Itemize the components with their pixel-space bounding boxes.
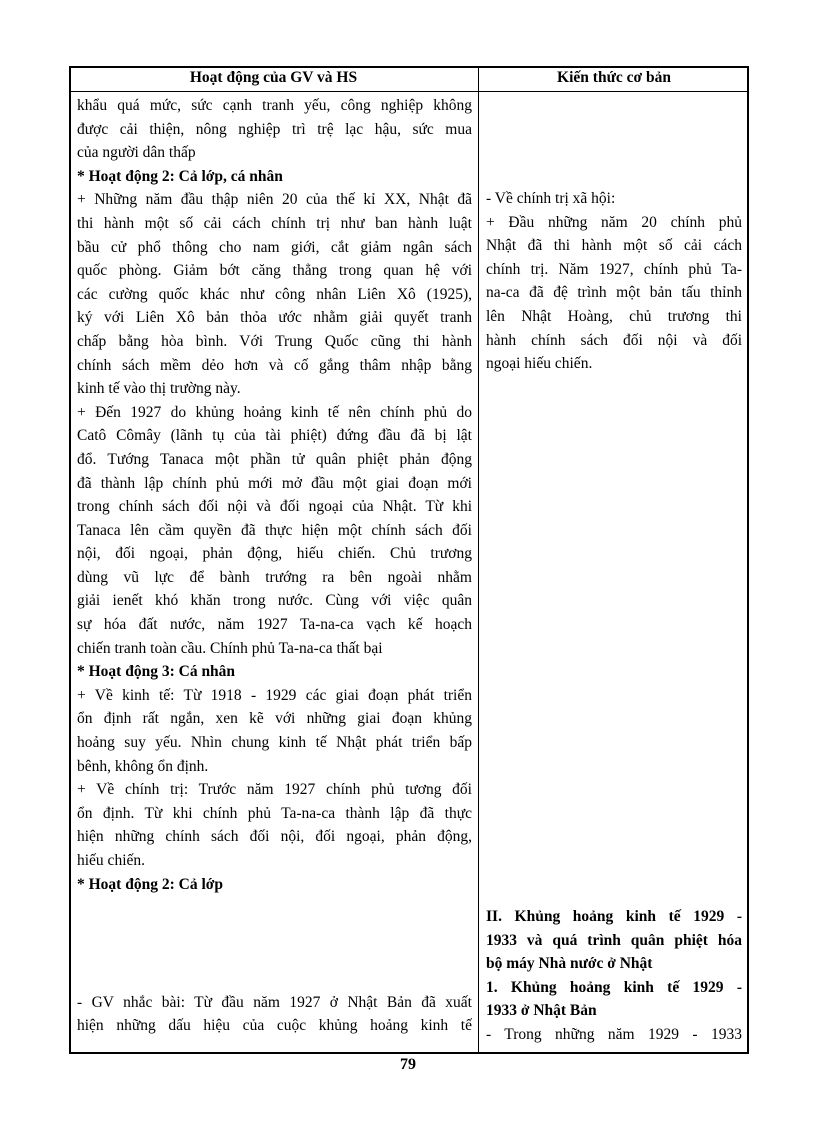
text-line: ký với Liên Xô bản thỏa ước nhằm giải quyết tranh — [77, 309, 472, 327]
table-header — [69, 66, 749, 92]
paragraph-politics — [77, 778, 472, 872]
text-line: giải ienết khó khăn trong nước. Cùng với việc quân — [77, 592, 472, 610]
text-line: các cường quốc khác như công nhân Liên Xô (1925), — [77, 285, 472, 303]
text-line: đã thành lập chính phủ mới mở đầu một giai đoạn mới — [77, 474, 472, 492]
text-line: + Đầu những năm 20 chính phủ — [486, 213, 742, 231]
paragraph-tanaka — [77, 401, 472, 661]
paragraph-reforms — [77, 188, 472, 400]
header-knowledge: Kiến thức cơ bản — [557, 69, 671, 86]
text-line: kinh tế vào thị trường này. — [77, 380, 241, 398]
text-line: - Trong những năm 1929 - 1933 — [486, 1025, 742, 1043]
paragraph-intro — [77, 94, 472, 165]
text-line: sự hóa đất nước, năm 1927 Ta-na-ca vạch kế hoạch — [77, 616, 472, 634]
column-divider — [478, 66, 479, 1054]
text-line: quốc phòng. Giảm bớt căng thẳng trong quan hệ với — [77, 262, 472, 280]
text-line: Nhật đã thi hành một số cải cách — [486, 237, 742, 255]
text-line: bầu cử phổ thông cho nam giới, cắt giảm ngân sách — [77, 238, 472, 256]
text-line: + Những năm đầu thập niên 20 của thế kỉ XX, Nhật đã — [77, 191, 472, 209]
activity-heading: * Hoạt động 3: Cá nhân — [77, 663, 236, 681]
text-line: hành chính sách đối nội và đối — [486, 331, 742, 349]
text-line: bênh, không ổn định. — [77, 757, 209, 775]
header-activities: Hoạt động của GV và HS — [189, 69, 358, 86]
text-line: chiến tranh toàn cầu. Chính phủ Ta-na-ca thất bại — [77, 639, 383, 657]
subsection-heading-1 — [486, 976, 742, 1023]
paragraph-teacher-note — [77, 991, 472, 1038]
page-number: 79 — [400, 1056, 416, 1073]
text-line: 1933 ở Nhật Bản — [486, 1002, 597, 1020]
text-line: hoảng suy yếu. Nhìn chung kinh tế Nhật phát triển bấp — [77, 734, 472, 752]
text-line: nội, đối ngoại, phản động, hiếu chiến. Chủ trương — [77, 545, 472, 563]
text-line: Tanaca lên cầm quyền đã thực hiện một chính sách đối — [77, 521, 472, 539]
knowledge-crisis — [486, 905, 742, 1047]
text-line: chính sách mềm dẻo hơn và cố gắng thâm nhập bằng — [77, 356, 472, 374]
activity-heading: * Hoạt động 2: Cả lớp, cá nhân — [77, 167, 283, 185]
text-line: được cải thiện, nông nghiệp trì trệ lạc hậu, sức mua — [77, 120, 472, 138]
paragraph-economy — [77, 684, 472, 778]
text-line: hiện những chính sách đối nội, đối ngoại, phản động, — [77, 828, 472, 846]
activity-heading: * Hoạt động 2: Cả lớp — [77, 875, 223, 893]
text-line: - GV nhắc bài: Từ đầu năm 1927 ở Nhật Bản đã xuất — [77, 993, 472, 1011]
knowledge-political — [486, 187, 742, 376]
text-line: trong chính sách đối nội và đối ngoại của Nhật. Từ khi — [77, 498, 472, 516]
text-line: + Đến 1927 do khủng hoảng kinh tế nên chính phủ do — [77, 403, 472, 421]
text-line: II. Khủng hoảng kinh tế 1929 - — [486, 908, 742, 925]
text-line: hiếu chiến. — [77, 852, 146, 869]
activities-column — [77, 94, 472, 1038]
text-line: đổ. Tướng Tanaca một phần tử quân phiệt phản động — [77, 450, 472, 468]
text-line: của người dân thấp — [77, 144, 196, 162]
text-line: khẩu quá mức, sức cạnh tranh yếu, công nghiệp không — [77, 97, 472, 114]
text-line: + Về kinh tế: Từ 1918 - 1929 các giai đoạn phát triển — [77, 686, 472, 704]
text-line: lên Nhật Hoàng, chủ trương thi — [486, 307, 742, 325]
text-line: Catô Cômây (lãnh tụ của tài phiệt) đứng đầu đã bị lật — [77, 427, 472, 445]
text-line: - Về chính trị xã hội: — [486, 190, 616, 207]
text-line: chính trị. Năm 1927, chính phủ Ta- — [486, 260, 742, 278]
text-line: bộ máy Nhà nước ở Nhật — [486, 955, 653, 973]
text-line: + Về chính trị: Trước năm 1927 chính phủ tương đối — [77, 781, 472, 799]
text-line: ngoại hiếu chiến. — [486, 355, 593, 373]
text-line: dùng vũ lực để bành trướng ra bên ngoài nhằm — [77, 568, 472, 586]
text-line: ổn định. Từ khi chính phủ Ta-na-ca thành lập đã thực — [77, 804, 472, 822]
section-heading-ii — [486, 905, 742, 976]
text-line: ổn định rất ngắn, xen kẽ với những giai đoạn khủng — [77, 710, 472, 728]
text-line: hiện những dấu hiệu của cuộc khủng hoảng kinh tế — [77, 1017, 472, 1035]
text-line: 1. Khủng hoảng kinh tế 1929 - — [486, 978, 742, 996]
text-line: chấp bằng hòa bình. Với Trung Quốc cũng thi hành — [77, 332, 472, 350]
text-line: 1933 và quá trình quân phiệt hóa — [486, 931, 742, 949]
text-line: na-ca đã đệ trình một bản tấu thỉnh — [486, 284, 742, 302]
text-line: thi hành một số cải cách chính trị như ban hành luật — [77, 214, 472, 232]
